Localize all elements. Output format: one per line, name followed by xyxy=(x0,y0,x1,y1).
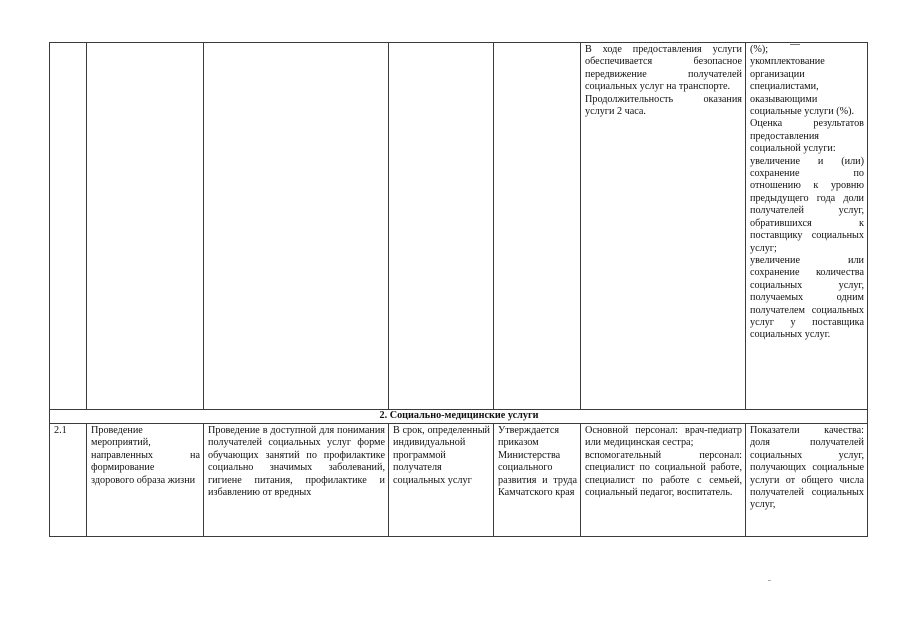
cell-tariff: Утверждается приказом Министерства социального развития и труда Камчатского края xyxy=(494,424,581,537)
paragraph: (%); xyxy=(750,44,769,55)
cell-empty-name xyxy=(87,43,204,410)
cell-quality: Показатели качества: доля получателей социальных услуг, получающих социальные услуги от общего числа получателей социальных услуг, xyxy=(746,424,868,537)
table-row-section xyxy=(50,410,868,424)
table-row-2-1 xyxy=(50,424,868,537)
cell-empty-tariff xyxy=(494,43,581,410)
paragraph: увеличение или сохранение количества социальных услуг, получаемых одним получателем социальных услуг у поставщика социальных услуг. xyxy=(750,254,864,341)
cell-provision-conditions xyxy=(581,43,746,410)
cell-number: 2.1 xyxy=(50,424,87,537)
scan-speck xyxy=(768,580,771,581)
cell-timing: В срок, определенный индивидуальной программой получателя социальных услуг xyxy=(389,424,494,537)
cell-empty-timing xyxy=(389,43,494,410)
paragraph: В ходе предоставления услуги обеспечивается безопасное передвижение получателей социальных услуг на транспорте. xyxy=(585,44,742,93)
cell-service-name: Проведение мероприятий, направленных на формирование здорового образа жизни xyxy=(87,424,204,537)
paragraph: укомплектование организации специалистами, оказывающими социальные услуги (%). xyxy=(750,56,855,118)
paragraph: увеличение и (или) сохранение по отношению к уровню предыдущего года доли получателей услуг, обратившихся к поставщику социальных услуг; xyxy=(750,155,864,254)
table-row-continued xyxy=(50,43,868,410)
paragraph: Продолжительность оказания услуги 2 часа. xyxy=(585,93,742,118)
paragraph: вспомогательный персонал: специалист по социальной работе, специалист по работе с семьей, социальный педагог, воспитатель. xyxy=(585,449,742,499)
section-heading: 2. Социально-медицинские услуги xyxy=(50,410,868,424)
cell-description: Проведение в доступной для понимания получателей социальных услуг форме обучающих занятий по профилактике социально значимых заболеваний, гигиене питания, профилактике и избавлению от вредных xyxy=(204,424,389,537)
cell-staff xyxy=(581,424,746,537)
paragraph: Оценка результатов предоставления социальной услуги: xyxy=(750,118,864,155)
cell-empty-num xyxy=(50,43,87,410)
services-table xyxy=(49,42,868,537)
cell-quality-indicators xyxy=(746,43,868,410)
cell-empty-description xyxy=(204,43,389,410)
paragraph: Основной персонал: врач-педиатр или медицинская сестра; xyxy=(585,425,742,449)
